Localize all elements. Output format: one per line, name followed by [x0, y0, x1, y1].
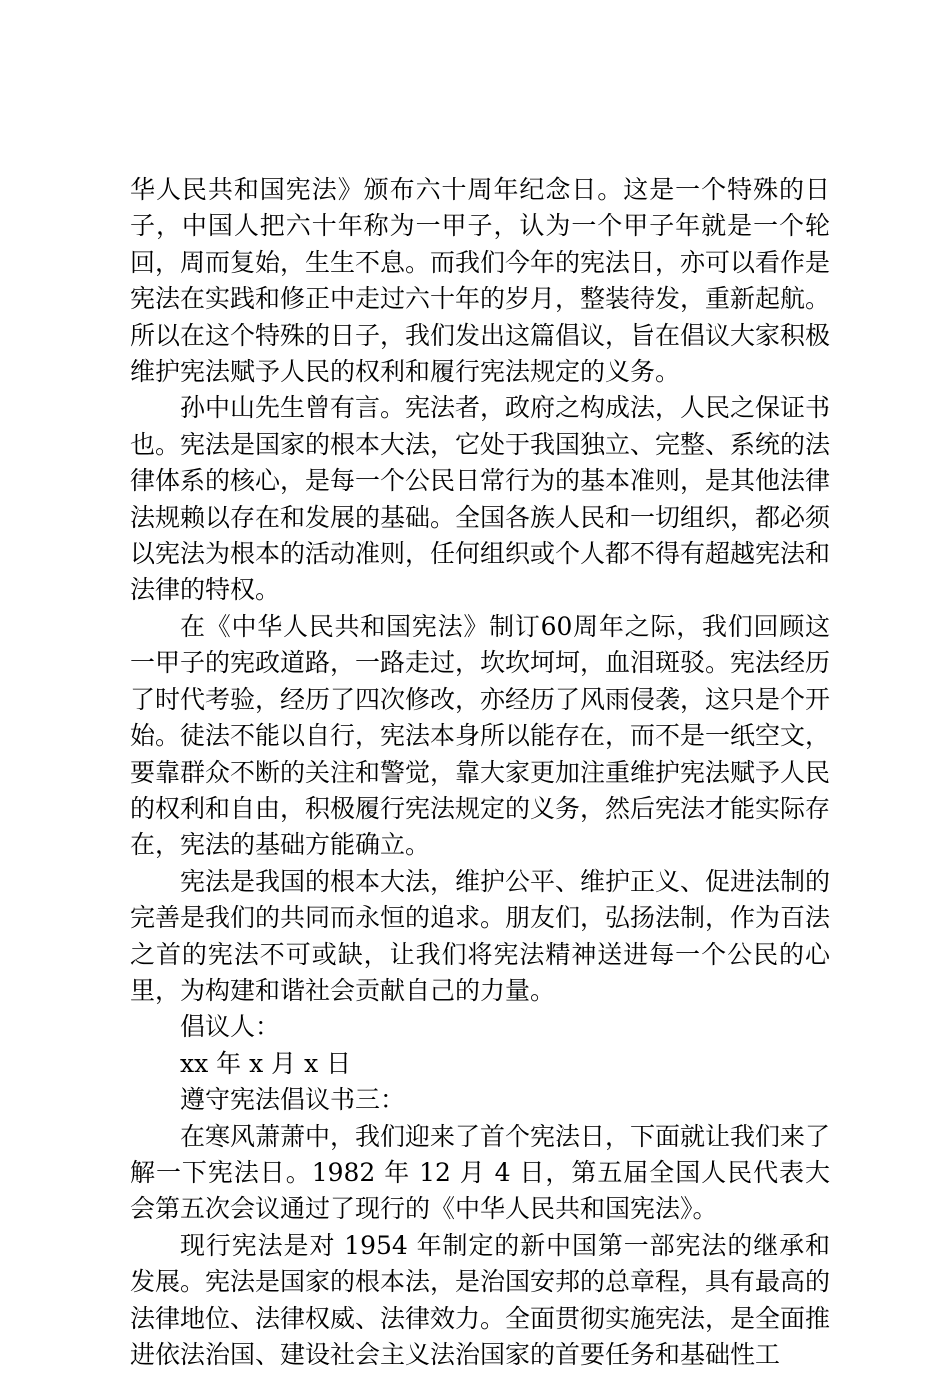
- paragraph-3: 在《中华人民共和国宪法》制订60周年之际，我们回顾这一甲子的宪政道路，一路走过，坎坎坷坷，血泪斑驳。宪法经历了时代考验，经历了四次修改，亦经历了风雨侵袭，这只是个开始。徒法不能以自行，宪法本身所以能存在，而不是一纸空文，要靠群众不断的关注和警觉，靠大家更加注重维护宪法赋予人民的权利和自由，积极履行宪法规定的义务，然后宪法才能实际存在，宪法的基础方能确立。: [130, 611, 831, 860]
- paragraph-5: 在寒风萧萧中，我们迎来了首个宪法日，下面就让我们来了解一下宪法日。1982 年 12 月 4 日，第五届全国人民代表大会第五次会议通过了现行的《中华人民共和国宪法》。: [130, 1121, 831, 1224]
- paragraph-6: 现行宪法是对 1954 年制定的新中国第一部宪法的继承和发展。宪法是国家的根本法，是治国安邦的总章程，具有最高的法律地位、法律权威、法律效力。全面贯彻实施宪法，是全面推进依法治国、建设社会主义法治国家的首要任务和基础性工: [130, 1230, 831, 1369]
- paragraph-4: 宪法是我国的根本大法，维护公平、维护正义、促进法制的完善是我们的共同而永恒的追求。朋友们，弘扬法制，作为百法之首的宪法不可或缺，让我们将宪法精神送进每一个公民的心里，为构建和谐社会贡献自己的力量。: [130, 866, 831, 1005]
- section-title: 遵守宪法倡议书三：: [180, 1085, 406, 1115]
- document-body: [130, 172, 830, 1373]
- signer-label: 倡议人：: [180, 1012, 281, 1042]
- paragraph-1: 华人民共和国宪法》颁布六十周年纪念日。这是一个特殊的日子，中国人把六十年称为一甲子，认为一个甲子年就是一个轮回，周而复始，生生不息。而我们今年的宪法日，亦可以看作是宪法在实践和修正中走过六十年的岁月，整装待发，重新起航。所以在这个特殊的日子，我们发出这篇倡议，旨在倡议大家积极维护宪法赋予人民的权利和履行宪法规定的义务。: [130, 175, 831, 387]
- paragraph-2: 孙中山先生曾有言。宪法者，政府之构成法，人民之保证书也。宪法是国家的根本大法，它处于我国独立、完整、系统的法律体系的核心，是每一个公民日常行为的基本准则，是其他法律法规赖以存在和发展的基础。全国各族人民和一切组织，都必须以宪法为根本的活动准则，任何组织或个人都不得有超越宪法和法律的特权。: [130, 393, 831, 605]
- date-line: xx 年 x 月 x 日: [180, 1048, 352, 1078]
